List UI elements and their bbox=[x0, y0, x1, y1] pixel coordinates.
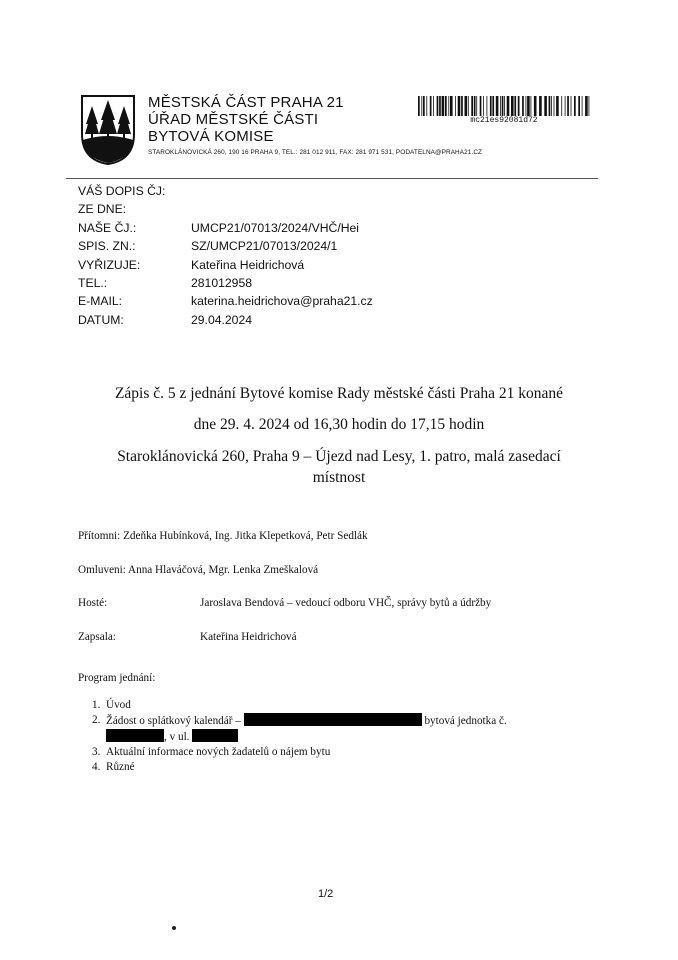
barcode-bar bbox=[418, 96, 420, 116]
barcode-bar bbox=[518, 96, 520, 116]
barcode-bar bbox=[556, 96, 559, 116]
meta-label: DATUM: bbox=[78, 312, 124, 327]
barcode-bar bbox=[574, 96, 576, 116]
meta-label: SPIS. ZN.: bbox=[78, 239, 136, 254]
barcode-bar bbox=[527, 96, 530, 116]
document-title-line-2: dne 29. 4. 2024 od 16,30 hodin do 17,15 hodin bbox=[193, 416, 485, 433]
barcode-bar bbox=[465, 96, 468, 116]
barcode-bar bbox=[448, 96, 449, 116]
barcode-bar bbox=[504, 96, 505, 116]
meta-label: E-MAIL: bbox=[78, 294, 123, 309]
barcode-bar bbox=[445, 96, 447, 116]
meta-value: UMCP21/07013/2024/VHČ/Hei bbox=[191, 220, 360, 235]
barcode-bar bbox=[589, 96, 590, 116]
barcode-bar bbox=[531, 96, 532, 116]
barcode-bar bbox=[490, 96, 492, 116]
coat-of-arms-trees-icon bbox=[80, 94, 136, 166]
meta-row bbox=[78, 200, 373, 218]
item-text-cont2: , v ul. bbox=[164, 731, 190, 743]
item-text-cont: bytová jednotka č. bbox=[424, 715, 507, 727]
meta-value: 281012958 bbox=[191, 276, 253, 291]
barcode-bar bbox=[496, 96, 499, 116]
item-text: Žádost o splátkový kalendář – bbox=[106, 715, 241, 727]
meta-row bbox=[78, 219, 373, 237]
barcode-bar bbox=[423, 96, 425, 116]
barcode-bar bbox=[483, 96, 484, 116]
meta-row bbox=[78, 292, 373, 310]
barcode-bar bbox=[430, 96, 432, 116]
item-text: Úvod bbox=[106, 699, 131, 711]
barcode-bar bbox=[439, 96, 441, 116]
meta-value: 29.04.2024 bbox=[191, 312, 252, 327]
barcode bbox=[418, 96, 590, 116]
barcode-bar bbox=[565, 96, 566, 116]
recorder-value: Kateřina Heidrichová bbox=[200, 631, 297, 643]
barcode-bar bbox=[461, 96, 463, 116]
attendees-excused: Omluveni: Anna Hlaváčová, Mgr. Lenka Zmeškalová bbox=[78, 564, 319, 576]
barcode-bar bbox=[534, 96, 537, 116]
org-address: STAROKLÁNOVICKÁ 260, 190 16 PRAHA 9, TEL.: 281 012 911, FAX: 281 971 531, PODATELNA@PRAHA21.CZ bbox=[148, 149, 483, 156]
barcode-bar bbox=[567, 96, 569, 116]
meta-label: TEL.: bbox=[78, 276, 108, 291]
document-title-line-3: Staroklánovická 260, Praha 9 – Újezd nad Lesy, 1. patro, malá zasedací bbox=[117, 448, 561, 465]
list-item bbox=[92, 760, 507, 775]
barcode-bar bbox=[442, 96, 445, 116]
list-item bbox=[92, 698, 507, 713]
item-number: 1. bbox=[92, 699, 101, 711]
barcode-bar bbox=[450, 96, 453, 116]
redaction-block bbox=[106, 729, 164, 742]
meta-value: SZ/UMCP21/07013/2024/1 bbox=[191, 239, 338, 254]
barcode-bar bbox=[561, 96, 562, 116]
meta-label: ZE DNE: bbox=[78, 202, 127, 217]
meta-row bbox=[78, 237, 373, 255]
item-number: 4. bbox=[92, 761, 101, 773]
barcode-bar bbox=[514, 96, 516, 116]
guests-row bbox=[78, 597, 491, 609]
barcode-bar bbox=[468, 96, 469, 116]
item-number: 3. bbox=[92, 746, 101, 758]
org-name-line-2: ÚŘAD MĚSTSKÉ ČÁSTI bbox=[148, 111, 319, 128]
item-text: Různé bbox=[106, 761, 135, 773]
barcode-bar bbox=[502, 96, 504, 116]
barcode-bar bbox=[471, 96, 473, 116]
meta-row bbox=[78, 182, 373, 200]
org-name-line-3: BYTOVÁ KOMISE bbox=[148, 128, 274, 145]
barcode-bar bbox=[551, 96, 552, 116]
barcode-bar bbox=[511, 96, 514, 116]
barcode-bar bbox=[582, 96, 583, 116]
guests-label: Hosté: bbox=[78, 597, 108, 609]
barcode-bar bbox=[455, 96, 456, 116]
org-name-line-1: MĚSTSKÁ ČÁST PRAHA 21 bbox=[148, 94, 344, 111]
barcode-bar bbox=[526, 96, 527, 116]
barcode-bar bbox=[507, 96, 510, 116]
meta-label: VÁŠ DOPIS ČJ: bbox=[78, 184, 166, 198]
barcode-bar bbox=[458, 96, 461, 116]
barcode-bar bbox=[554, 96, 555, 116]
header-divider bbox=[66, 178, 598, 179]
meta-value: katerina.heidrichova@praha21.cz bbox=[191, 294, 373, 309]
redaction-block bbox=[192, 729, 238, 742]
barcode-bar bbox=[578, 96, 580, 116]
recorder-label: Zapsala: bbox=[78, 631, 116, 643]
reference-block bbox=[78, 182, 373, 329]
page-number: 1/2 bbox=[318, 888, 334, 900]
guests-value: Jaroslava Bendová – vedoucí odboru VHČ, správy bytů a údržby bbox=[200, 597, 492, 609]
list-item bbox=[92, 745, 507, 760]
barcode-bar bbox=[585, 96, 588, 116]
meta-value: Kateřina Heidrichová bbox=[191, 257, 305, 272]
attendees-present: Přítomni: Zdeňka Hubínková, Ing. Jitka Klepetková, Petr Sedlák bbox=[78, 530, 368, 542]
redaction-block bbox=[244, 713, 422, 726]
barcode-bar bbox=[476, 96, 477, 116]
meta-row bbox=[78, 274, 373, 292]
barcode-bar bbox=[549, 96, 551, 116]
barcode-bar bbox=[487, 96, 488, 116]
meta-label: VYŘIZUJE: bbox=[78, 257, 141, 272]
list-item bbox=[92, 713, 507, 745]
barcode-bar bbox=[522, 96, 524, 116]
item-number: 2. bbox=[92, 714, 101, 726]
meta-label: NAŠE ČJ.: bbox=[78, 220, 137, 235]
document-title-line-1: Zápis č. 5 z jednání Bytové komise Rady městské části Praha 21 konané bbox=[114, 385, 564, 402]
barcode-bar bbox=[421, 96, 422, 116]
meta-row bbox=[78, 256, 373, 274]
program-list bbox=[92, 698, 507, 775]
meta-row bbox=[78, 311, 373, 329]
barcode-bar bbox=[539, 96, 542, 116]
document-title-line-4: místnost bbox=[312, 469, 366, 486]
barcode-text: mc21es92081d72 bbox=[470, 116, 538, 125]
barcode-bar bbox=[544, 96, 547, 116]
item-text: Aktuální informace nových žadatelů o nájem bytu bbox=[106, 746, 331, 758]
barcode-bar bbox=[426, 96, 427, 116]
barcode-bar bbox=[474, 96, 476, 116]
recorder-row bbox=[78, 631, 297, 643]
barcode-bar bbox=[480, 96, 482, 116]
program-heading: Program jednání: bbox=[78, 672, 156, 684]
barcode-bar bbox=[492, 96, 494, 116]
scan-artifact-dot bbox=[172, 926, 176, 930]
barcode-bar bbox=[571, 96, 572, 116]
barcode-bar bbox=[433, 96, 434, 116]
barcode-bar bbox=[500, 96, 501, 116]
barcode-bar bbox=[437, 96, 439, 116]
